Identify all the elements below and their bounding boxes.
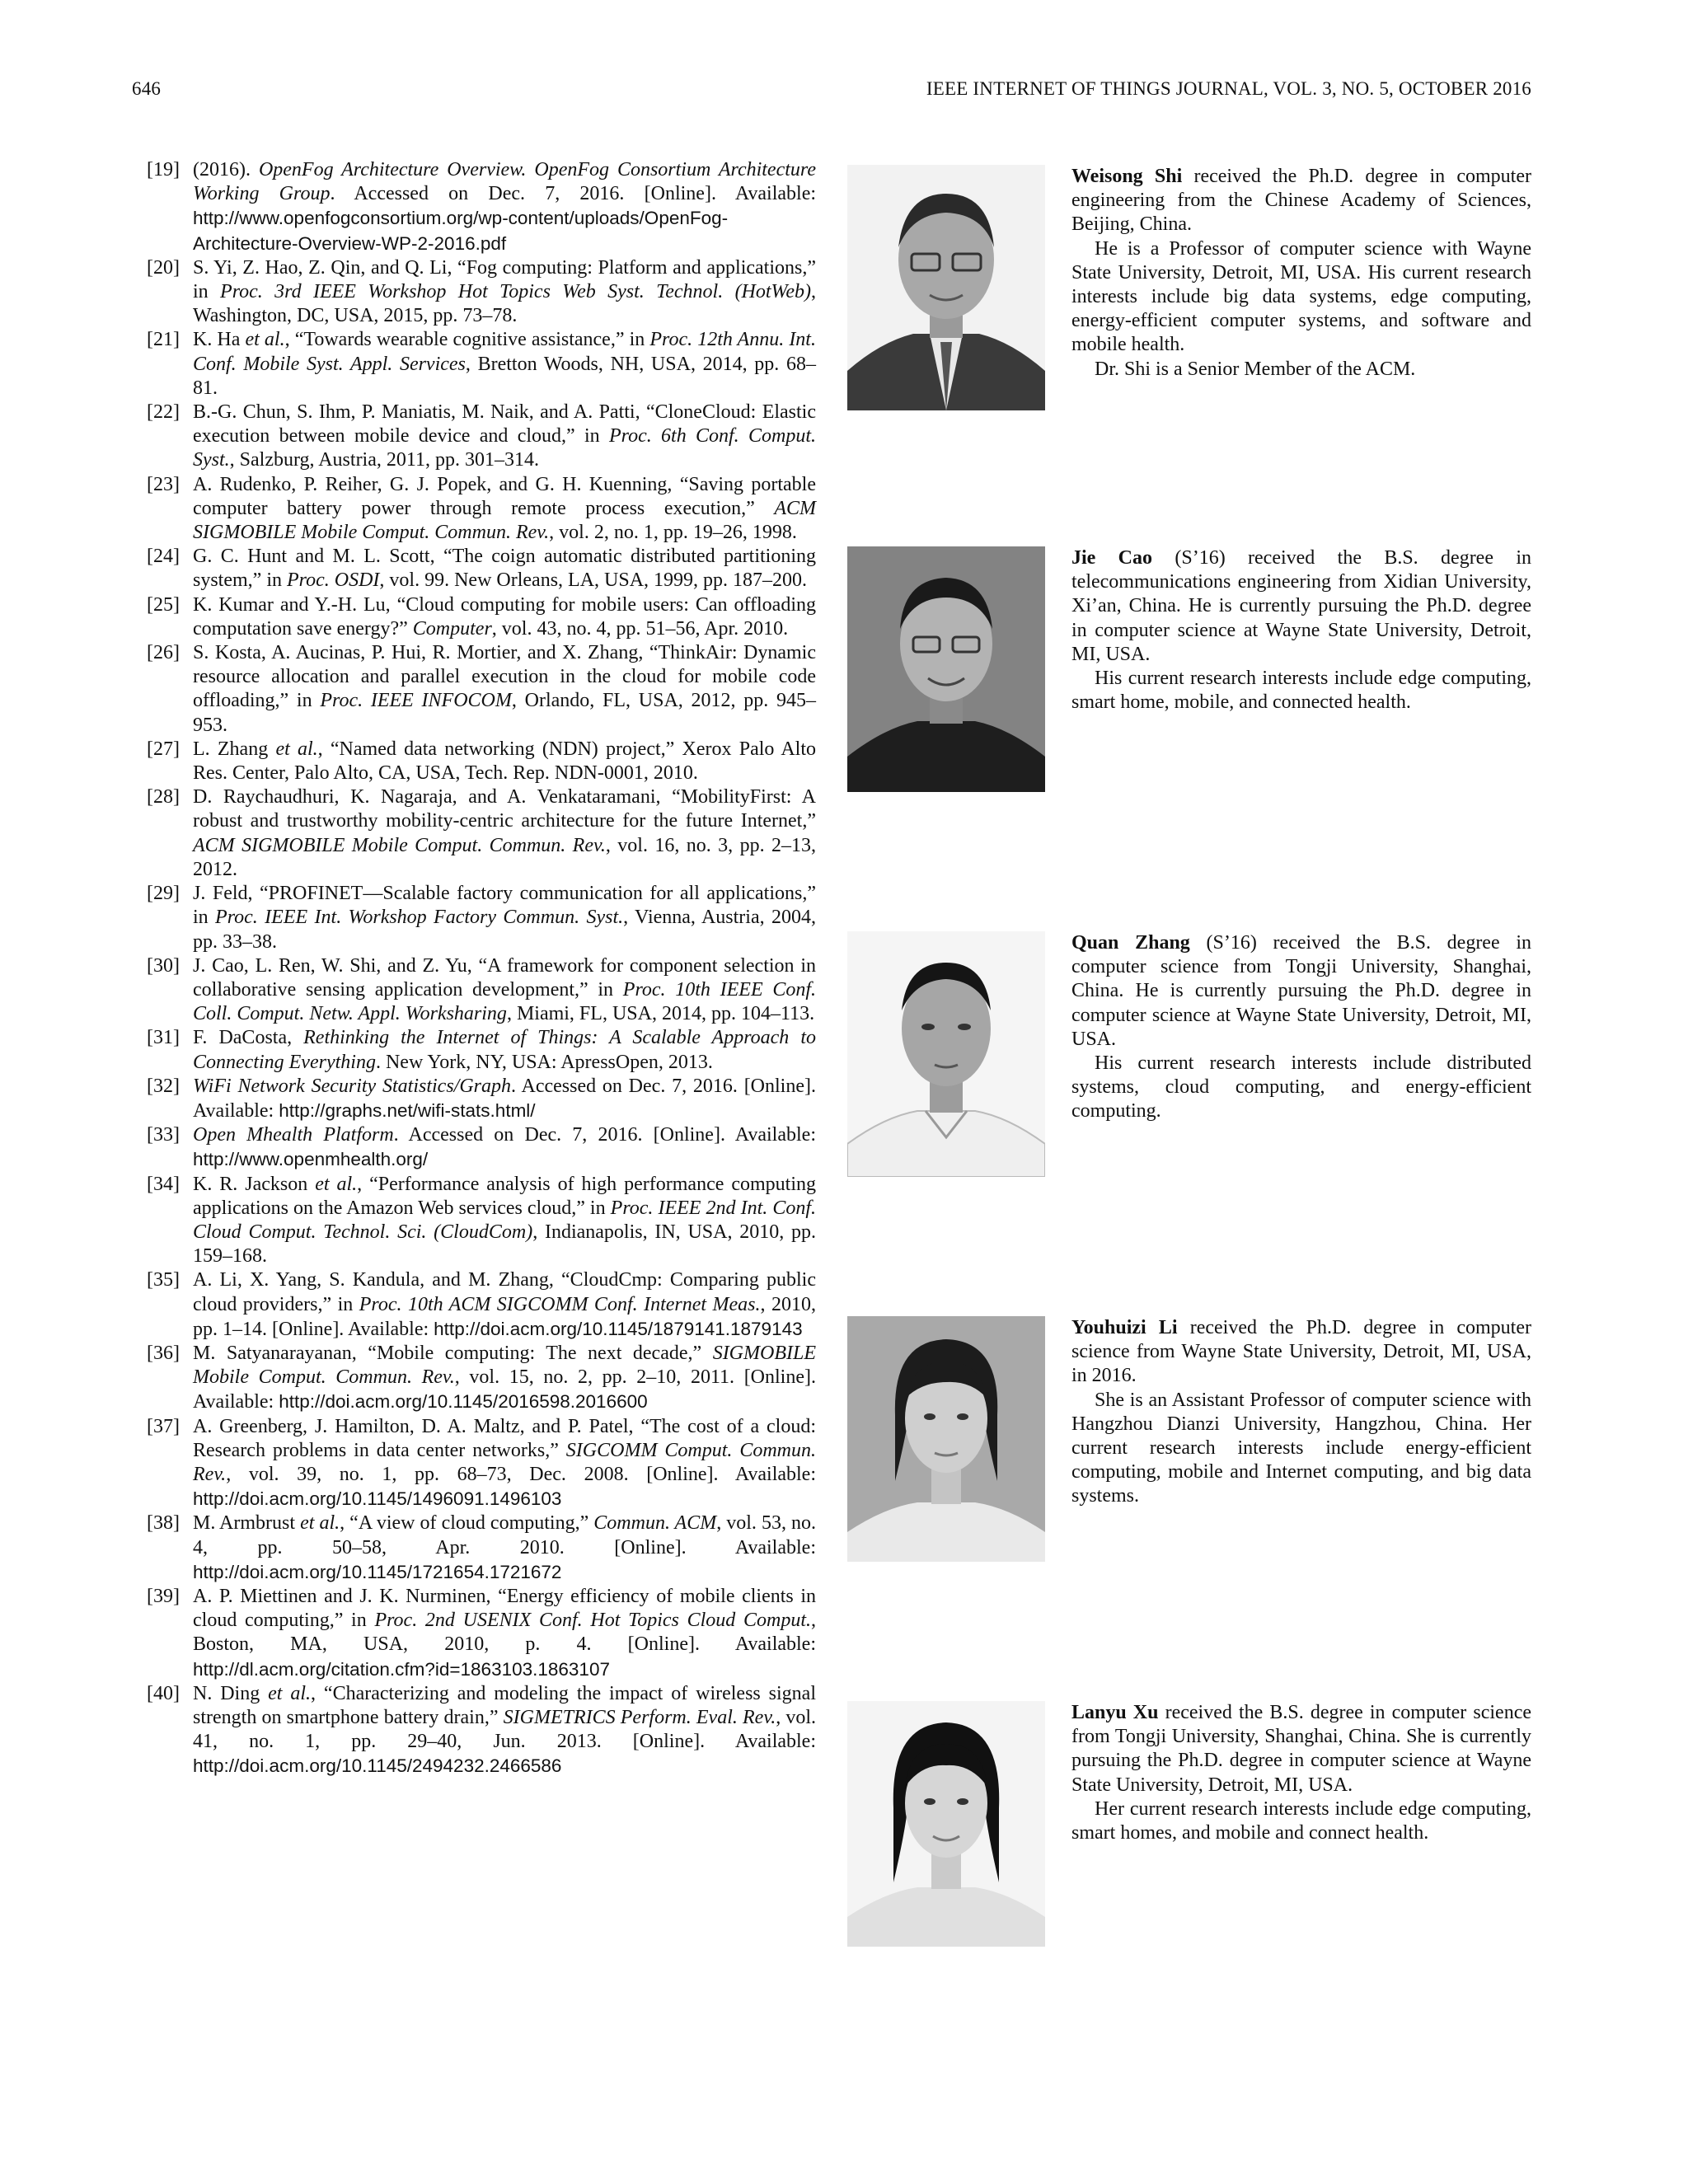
reference-link[interactable]: http://dl.acm.org/citation.cfm?id=1863103.1863107 xyxy=(193,1658,610,1680)
reference-segment: . Accessed on Dec. 7, 2016. [Online]. Available: xyxy=(193,1075,816,1122)
reference-text xyxy=(193,882,816,954)
reference-segment: , Washington, DC, USA, 2015, pp. 73–78. xyxy=(193,281,816,327)
portrait-lanyu-xu xyxy=(847,1701,1045,1947)
reference-text xyxy=(193,401,816,473)
reference-item xyxy=(147,473,816,546)
reference-segment: , “Towards wearable cognitive assistance,” in xyxy=(284,329,650,351)
reference-venue: WiFi Network Security Statistics/Graph xyxy=(193,1075,512,1097)
reference-segment: B.-G. Chun, S. Ihm, P. Maniatis, M. Naik, and A. Patti, “CloneCloud: Elastic execution between mobile device and cloud,” in xyxy=(193,401,816,448)
bio-intro: received the Ph.D. degree in computer science from Wayne State University, Detroit, MI, USA, in 2016. xyxy=(1071,1317,1531,1387)
bio-paragraph: His current research interests include edge computing, smart home, mobile, and connected health. xyxy=(1071,668,1531,714)
portrait-youhuizi-li xyxy=(847,1316,1045,1562)
bio-intro: received the B.S. degree in computer science from Tongji University, Shanghai, China. She is currently pursuing the Ph.D. degree in computer science at Wayne State University, Detroit, MI, USA. xyxy=(1071,1702,1531,1796)
bio-paragraph: Her current research interests include edge computing, smart homes, and mobile and connect health. xyxy=(1071,1797,1531,1844)
reference-number: [34] xyxy=(147,1173,180,1195)
reference-venue: ACM SIGMOBILE Mobile Comput. Commun. Rev. xyxy=(193,497,816,544)
reference-segment: , Orlando, FL, USA, 2012, pp. 945–953. xyxy=(193,690,816,736)
bio-intro: received the Ph.D. degree in computer engineering from the Chinese Academy of Sciences, Beijing, China. xyxy=(1071,166,1531,236)
reference-text xyxy=(193,1268,816,1342)
reference-segment: A. P. Miettinen and J. K. Nurminen, “Energy efficiency of mobile clients in cloud computing,” in xyxy=(193,1585,816,1632)
reference-list xyxy=(147,158,816,1779)
bio-paragraph: She is an Assistant Professor of computer science with Hangzhou Dianzi University, Hangzhou, China. Her current research interests include energy-efficient computing, mobile and Internet computing, and big data systems. xyxy=(1071,1389,1531,1507)
reference-venue: Commun. ACM xyxy=(593,1512,717,1535)
reference-link[interactable]: http://doi.acm.org/10.1145/1496091.1496103 xyxy=(193,1488,562,1510)
reference-item xyxy=(147,593,816,641)
reference-number: [35] xyxy=(147,1269,180,1291)
reference-number: [33] xyxy=(147,1124,180,1146)
reference-item xyxy=(147,1268,816,1342)
author-photo xyxy=(847,1316,1045,1562)
reference-number: [39] xyxy=(147,1585,180,1607)
reference-item xyxy=(147,1511,816,1585)
reference-item xyxy=(147,545,816,593)
reference-venue: et al. xyxy=(245,329,285,351)
journal-title: IEEE INTERNET OF THINGS JOURNAL, VOL. 3, NO. 5, OCTOBER 2016 xyxy=(926,78,1531,99)
reference-segment: , vol. 15, no. 2, pp. 2–10, 2011. [Online]. Available: xyxy=(193,1366,816,1413)
reference-link[interactable]: http://graphs.net/wifi-stats.html/ xyxy=(279,1099,536,1121)
reference-segment: K. Ha xyxy=(193,329,246,351)
reference-segment: N. Ding xyxy=(193,1682,269,1704)
reference-number: [24] xyxy=(147,546,180,568)
reference-venue: SIGMOBILE Mobile Comput. Commun. Rev. xyxy=(193,1342,816,1389)
portrait-weisong-shi xyxy=(847,165,1045,410)
reference-segment: , Miami, FL, USA, 2014, pp. 104–113. xyxy=(506,1003,815,1025)
author-name: Jie Cao xyxy=(1071,547,1153,569)
reference-number: [38] xyxy=(147,1512,180,1535)
reference-segment: . New York, NY, USA: ApressOpen, 2013. xyxy=(375,1051,713,1073)
reference-venue: Proc. 10th IEEE Conf. Coll. Comput. Netw. Appl. Worksharing xyxy=(193,978,817,1025)
reference-segment: , Bretton Woods, NH, USA, 2014, pp. 68–81. xyxy=(193,353,816,399)
reference-number: [21] xyxy=(147,329,180,351)
reference-number: [28] xyxy=(147,786,180,808)
reference-number: [19] xyxy=(147,159,180,180)
bio-text xyxy=(1071,1701,1531,1845)
reference-number: [31] xyxy=(147,1027,180,1049)
reference-venue: SIGCOMM Comput. Commun. Rev. xyxy=(193,1439,816,1485)
reference-segment: J. Cao, L. Ren, W. Shi, and Z. Yu, “A framework for component selection in collaborative sensing application development,” in xyxy=(193,954,816,1001)
reference-segment: S. Kosta, A. Aucinas, P. Hui, R. Mortier, and X. Zhang, “ThinkAir: Dynamic resource allocation and parallel execution in the cloud for mobile code offloading,” in xyxy=(193,642,816,712)
reference-number: [30] xyxy=(147,954,180,977)
reference-segment: , “Named data networking (NDN) project,” Xerox Palo Alto Res. Center, Palo Alto, CA, USA, Tech. Rep. NDN-0001, 2010. xyxy=(193,738,816,785)
reference-link[interactable]: http://doi.acm.org/10.1145/2494232.2466586 xyxy=(193,1755,562,1777)
reference-venue: Proc. IEEE Int. Workshop Factory Commun. Syst. xyxy=(215,907,624,929)
reference-item xyxy=(147,1415,816,1512)
reference-segment: , vol. 2, no. 1, pp. 19–26, 1998. xyxy=(549,522,797,544)
reference-venue: Proc. 3rd IEEE Workshop Hot Topics Web Syst. Technol. (HotWeb) xyxy=(220,281,811,303)
bio-text xyxy=(1071,931,1531,1124)
reference-venue: et al. xyxy=(268,1682,312,1704)
reference-segment: , vol. 41, no. 1, pp. 29–40, Jun. 2013. [Online]. Available: xyxy=(193,1707,817,1753)
reference-number: [23] xyxy=(147,473,180,495)
reference-venue: et al. xyxy=(275,738,318,760)
reference-text xyxy=(193,473,816,546)
reference-link[interactable]: http://www.openfogconsortium.org/wp-content/uploads/OpenFog-Architecture-Overview-WP-2-2016.pdf xyxy=(193,208,729,254)
reference-text xyxy=(193,1342,816,1415)
reference-segment: , vol. 99. New Orleans, LA, USA, 1999, pp. 187–200. xyxy=(379,569,808,592)
author-name: Youhuizi Li xyxy=(1071,1317,1178,1338)
portrait-quan-zhang xyxy=(847,931,1045,1177)
reference-number: [20] xyxy=(147,256,180,279)
reference-item xyxy=(147,158,816,256)
reference-venue: et al. xyxy=(315,1173,358,1195)
author-name: Weisong Shi xyxy=(1071,166,1183,187)
reference-item xyxy=(147,328,816,401)
reference-number: [37] xyxy=(147,1415,180,1437)
author-photo xyxy=(847,1701,1045,1947)
page-number: 646 xyxy=(132,78,162,99)
reference-segment: L. Zhang xyxy=(193,738,276,760)
reference-number: [26] xyxy=(147,642,180,664)
reference-segment: A. Rudenko, P. Reiher, G. J. Popek, and G. H. Kuenning, “Saving portable computer battery power through remote process execution,” xyxy=(193,473,816,519)
reference-segment: , 2010, pp. 1–14. [Online]. Available: xyxy=(193,1293,816,1340)
portrait-jie-cao xyxy=(847,546,1045,792)
reference-item xyxy=(147,641,816,738)
reference-number: [27] xyxy=(147,738,180,760)
reference-segment: , vol. 53, no. 4, pp. 50–58, Apr. 2010. [Online]. Available: xyxy=(193,1512,816,1558)
reference-item xyxy=(147,1075,816,1123)
reference-text xyxy=(193,1511,816,1585)
reference-number: [22] xyxy=(147,401,180,424)
reference-segment: , “Performance analysis of high performance computing applications on the Amazon Web services cloud,” in xyxy=(193,1173,816,1219)
reference-item xyxy=(147,401,816,473)
reference-segment: , Salzburg, Austria, 2011, pp. 301–314. xyxy=(229,449,539,471)
running-head xyxy=(132,76,1531,102)
reference-text xyxy=(193,785,816,882)
reference-venue: Proc. 12th Annu. Int. Conf. Mobile Syst. Appl. Services xyxy=(193,329,816,375)
reference-number: [32] xyxy=(147,1075,180,1097)
reference-text xyxy=(193,158,816,256)
reference-segment: , vol. 43, no. 4, pp. 51–56, Apr. 2010. xyxy=(491,617,789,640)
reference-text xyxy=(193,1075,816,1123)
bio-text xyxy=(1071,1316,1531,1509)
author-name: Lanyu Xu xyxy=(1071,1702,1159,1723)
reference-item xyxy=(147,882,816,954)
reference-text xyxy=(193,641,816,738)
reference-segment: , vol. 16, no. 3, pp. 2–13, 2012. xyxy=(193,834,817,880)
reference-text xyxy=(193,1173,816,1269)
reference-venue: Proc. IEEE 2nd Int. Conf. Cloud Comput. Technol. Sci. (CloudCom) xyxy=(193,1197,816,1243)
reference-segment: , vol. 39, no. 1, pp. 68–73, Dec. 2008. [Online]. Available: xyxy=(226,1463,816,1485)
reference-item xyxy=(147,1585,816,1682)
author-photo xyxy=(847,546,1045,792)
reference-venue: Computer xyxy=(412,617,492,640)
reference-text xyxy=(193,1585,816,1682)
bio-paragraph: Dr. Shi is a Senior Member of the ACM. xyxy=(1095,358,1416,380)
reference-segment: M. Satyanarayanan, “Mobile computing: The next decade,” xyxy=(193,1342,713,1364)
reference-item xyxy=(147,1026,816,1074)
reference-link[interactable]: http://doi.acm.org/10.1145/2016598.2016600 xyxy=(279,1391,648,1413)
reference-text xyxy=(193,1415,816,1512)
reference-venue: Proc. 2nd USENIX Conf. Hot Topics Cloud Comput. xyxy=(374,1610,812,1632)
reference-item xyxy=(147,256,816,329)
reference-segment: . Accessed on Dec. 7, 2016. [Online]. Available: xyxy=(330,183,817,205)
reference-venue: Proc. 6th Conf. Comput. Syst. xyxy=(193,425,816,471)
reference-link[interactable]: http://doi.acm.org/10.1145/1879141.1879143 xyxy=(434,1318,803,1339)
bio-text xyxy=(1071,165,1531,382)
reference-segment: , “A view of cloud computing,” xyxy=(340,1512,594,1535)
author-name: Quan Zhang xyxy=(1071,932,1190,954)
reference-number: [25] xyxy=(147,593,180,616)
reference-segment: G. C. Hunt and M. L. Scott, “The coign automatic distributed partitioning system,” in xyxy=(193,546,816,592)
reference-text xyxy=(193,1026,816,1074)
bio-jie-cao xyxy=(847,546,1531,794)
bio-intro: (S’16) received the B.S. degree in telecommunications engineering from Xidian University, Xi’an, China. He is currently pursuing the Ph.D. degree in computer science at Wayne State University, Detroit, MI, USA. xyxy=(1071,547,1532,665)
reference-number: [40] xyxy=(147,1682,180,1704)
reference-item xyxy=(147,1682,816,1779)
bio-lanyu-xu xyxy=(847,1701,1531,1948)
author-photo xyxy=(847,931,1045,1177)
reference-segment: (2016). xyxy=(193,159,259,180)
reference-text xyxy=(193,256,816,329)
reference-number: [36] xyxy=(147,1342,180,1364)
bio-text xyxy=(1071,546,1531,715)
reference-item xyxy=(147,1123,816,1172)
reference-item xyxy=(147,1173,816,1269)
reference-venue: Proc. 10th ACM SIGCOMM Conf. Internet Meas. xyxy=(359,1293,761,1315)
reference-segment: , Boston, MA, USA, 2010, p. 4. [Online]. Available: xyxy=(193,1610,817,1656)
reference-segment: , Vienna, Austria, 2004, pp. 33–38. xyxy=(193,907,816,953)
reference-venue: Proc. OSDI xyxy=(287,569,380,592)
reference-link[interactable]: http://www.openmhealth.org/ xyxy=(193,1149,429,1170)
reference-text xyxy=(193,954,816,1027)
reference-segment: K. R. Jackson xyxy=(193,1173,316,1195)
reference-text xyxy=(193,328,816,401)
bio-quan-zhang xyxy=(847,931,1531,1179)
reference-link[interactable]: http://doi.acm.org/10.1145/1721654.1721672 xyxy=(193,1561,562,1582)
reference-text xyxy=(193,545,816,593)
reference-segment: S. Yi, Z. Hao, Z. Qin, and Q. Li, “Fog computing: Platform and applications,” in xyxy=(193,256,816,303)
reference-venue: ACM SIGMOBILE Mobile Comput. Commun. Rev. xyxy=(193,834,606,856)
bio-youhuizi-li xyxy=(847,1316,1531,1563)
reference-text xyxy=(193,1123,816,1172)
author-photo xyxy=(847,165,1045,410)
reference-segment: , “Characterizing and modeling the impact of wireless signal strength on smartphone battery drain,” xyxy=(193,1682,816,1728)
reference-item xyxy=(147,785,816,882)
reference-venue: et al. xyxy=(300,1512,340,1535)
reference-segment: , Indianapolis, IN, USA, 2010, pp. 159–168. xyxy=(193,1221,816,1268)
reference-text xyxy=(193,738,816,785)
reference-item xyxy=(147,738,816,785)
reference-text xyxy=(193,1682,816,1779)
reference-number: [29] xyxy=(147,883,180,905)
reference-venue: Rethinking the Internet of Things: A Scalable Approach to Connecting Everything xyxy=(193,1027,816,1073)
reference-item xyxy=(147,954,816,1027)
reference-segment: K. Kumar and Y.-H. Lu, “Cloud computing for mobile users: Can offloading computation save energy?” xyxy=(193,593,816,640)
reference-segment: . Accessed on Dec. 7, 2016. [Online]. Available: xyxy=(393,1124,816,1146)
reference-segment: D. Raychaudhuri, K. Nagaraja, and A. Venkataramani, “MobilityFirst: A robust and trustworthy mobility-centric architecture for the future Internet,” xyxy=(193,786,816,832)
reference-item xyxy=(147,1342,816,1415)
reference-venue: SIGMETRICS Perform. Eval. Rev. xyxy=(503,1707,776,1728)
reference-venue: Proc. IEEE INFOCOM xyxy=(320,690,512,712)
reference-segment: A. Li, X. Yang, S. Kandula, and M. Zhang, “CloudCmp: Comparing public cloud providers,” in xyxy=(193,1269,816,1315)
bio-intro: (S’16) received the B.S. degree in computer science from Tongji University, Shanghai, China. He is currently pursuing the Ph.D. degree in computer science at Wayne State University, Detroit, MI, USA. xyxy=(1071,932,1531,1050)
reference-segment: F. DaCosta, xyxy=(193,1027,304,1049)
bio-paragraph: His current research interests include distributed systems, cloud computing, and energy-efficient computing. xyxy=(1071,1052,1531,1122)
bio-paragraph: He is a Professor of computer science with Wayne State University, Detroit, MI, USA. His current research interests include big data systems, edge computing, energy-efficient computer systems, and software and mobile health. xyxy=(1071,237,1531,356)
reference-segment: J. Feld, “PROFINET—Scalable factory communication for all applications,” in xyxy=(193,883,816,929)
reference-venue: OpenFog Architecture Overview. OpenFog Consortium Architecture Working Group xyxy=(193,159,816,205)
reference-segment: M. Armbrust xyxy=(193,1512,301,1535)
reference-venue: Open Mhealth Platform xyxy=(193,1124,394,1146)
reference-segment: A. Greenberg, J. Hamilton, D. A. Maltz, and P. Patel, “The cost of a cloud: Research problems in data center networks,” xyxy=(193,1415,816,1461)
reference-text xyxy=(193,593,816,641)
bio-weisong-shi xyxy=(847,165,1531,412)
